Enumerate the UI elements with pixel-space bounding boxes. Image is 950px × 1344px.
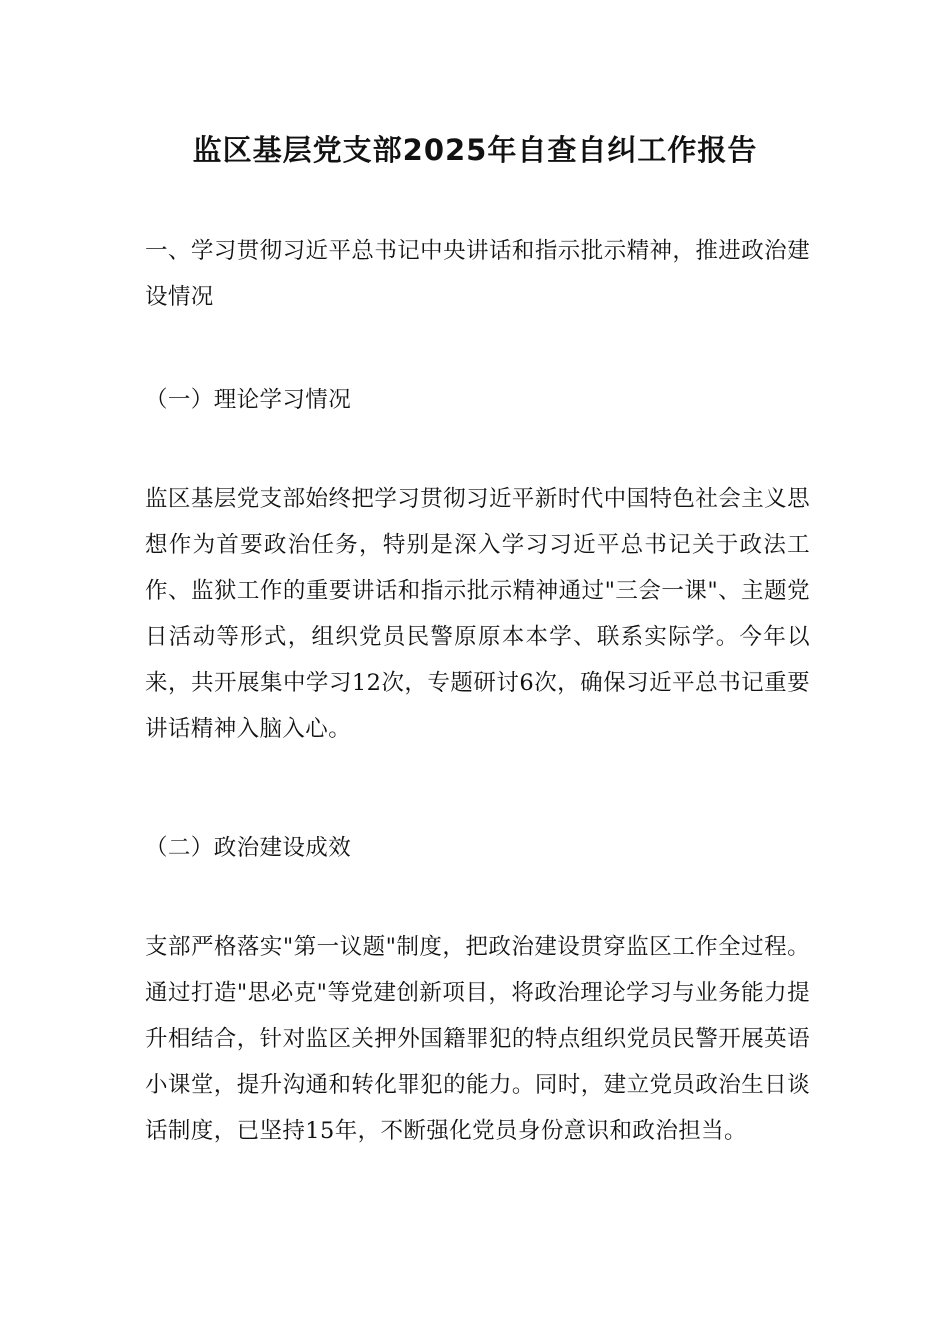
subsection-heading-political-building: （二）政治建设成效 bbox=[145, 835, 352, 861]
document-title: 监区基层党支部2025年自查自纠工作报告 bbox=[192, 133, 758, 167]
paragraph-political-building: 支部严格落实"第一议题"制度，把政治建设贯穿监区工作全过程。通过打造"思必克"等党建创新项目，将政治理论学习与业务能力提升相结合，针对监区关押外国籍罪犯的特点组织党员民警开展英语小课堂，提升沟通和转化罪犯的能力。同时，建立党员政治生日谈话制度，已坚持15年，不断强化党员身份意识和政治担当。 bbox=[145, 934, 810, 1144]
subsection-heading-theory-study: （一）理论学习情况 bbox=[145, 387, 352, 413]
paragraph-theory-study: 监区基层党支部始终把学习贯彻习近平新时代中国特色社会主义思想作为首要政治任务，特别是深入学习习近平总书记关于政法工作、监狱工作的重要讲话和指示批示精神通过"三会一课"、主题党日活动等形式，组织党员民警原原本本学、联系实际学。今年以来，共开展集中学习12次，专题研讨6次，确保习近平总书记重要讲话精神入脑入心。 bbox=[145, 486, 810, 742]
section-heading: 一、学习贯彻习近平总书记中央讲话和指示批示精神，推进政治建设情况 bbox=[145, 238, 810, 310]
